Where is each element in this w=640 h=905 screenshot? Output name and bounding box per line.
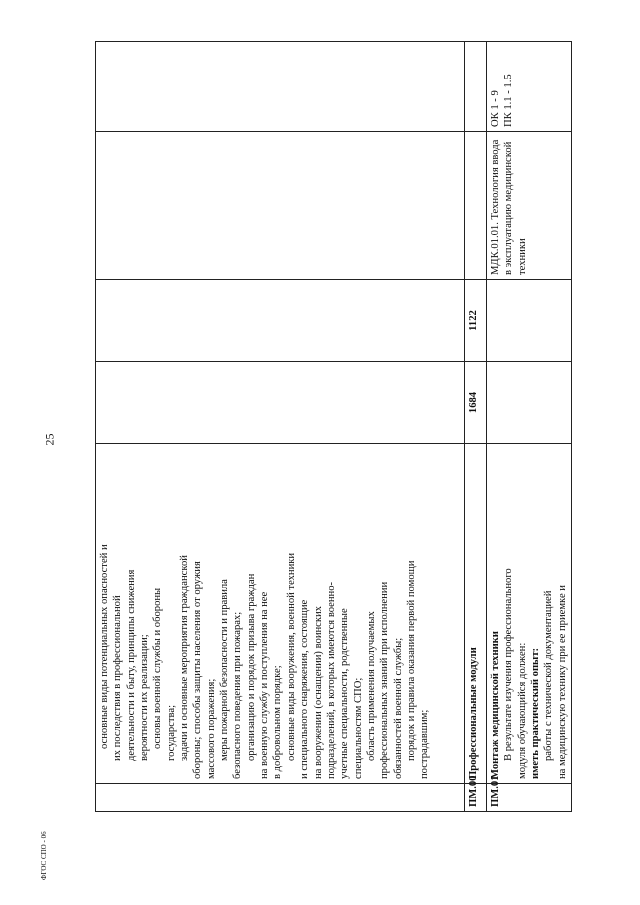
text-line: порядок и правила оказания первой помощи	[405, 560, 417, 761]
text-line: специальностям СПО;	[352, 677, 364, 779]
pm00-required-hours: 1122	[465, 280, 487, 362]
pm00-name: Профессиональные модули	[465, 444, 487, 784]
text-line: основные виды потенциальных опасностей и	[99, 544, 110, 749]
text-line: их последствия в профессиональной	[112, 595, 124, 761]
page-number: 25	[42, 433, 57, 446]
text-line: задачи и основные мероприятия гражданской	[179, 555, 191, 761]
pm01-competencies	[487, 42, 572, 132]
pm01-description	[487, 444, 572, 784]
text-line: массового поражения;	[205, 678, 217, 779]
text-line: на вооружении (оснащении) воинских	[312, 606, 324, 779]
footer-standard-code: ФГОС СПО - 06	[40, 831, 48, 880]
code-cell	[96, 784, 465, 812]
pm01-title: Монтаж медицинской техники	[490, 631, 501, 779]
text-line: обороны; способы защиты населения от оружия	[192, 561, 204, 779]
pm00-max-hours: 1684	[465, 362, 487, 444]
text-line: В результате изучения профессионального	[503, 568, 515, 761]
text-line: подразделений, в которых имеются военно-	[325, 581, 337, 779]
text-line: пострадавшим;	[419, 709, 431, 779]
text-line: модуля обучающийся должен:	[516, 642, 528, 779]
requirements-cell	[96, 444, 465, 784]
table-row-pm01	[487, 42, 572, 812]
pm00-competencies-cell	[465, 42, 487, 132]
text-line: учетные специальности, родственные	[339, 608, 351, 779]
pm01-code: ПМ.01	[487, 784, 572, 812]
pm00-code: ПМ.00	[465, 784, 487, 812]
pm01-max-hours-cell	[487, 362, 572, 444]
pm01-required-hours-cell	[487, 280, 572, 362]
text-line: на военную службу и поступления на нее	[259, 591, 271, 779]
text-line: и специального снаряжения, состоящие	[299, 599, 311, 779]
table-row-pm00	[465, 42, 487, 812]
competency-ok: ОК 1 - 9	[490, 90, 501, 127]
text-line: меры пожарной безопасности и правила	[219, 579, 231, 761]
competencies-cell	[96, 42, 465, 132]
mdk-cell	[96, 132, 465, 280]
text-line: организацию и порядок призыва граждан	[245, 573, 257, 761]
text-line: в добровольном порядке;	[272, 665, 284, 779]
requirements-list	[98, 448, 432, 779]
text-line: деятельности и быту, принципы снижения	[125, 569, 137, 761]
pm00-mdk-cell	[465, 132, 487, 280]
text-line: обязанностей военной службы;	[392, 637, 404, 779]
pm01-mdk: МДК.01.01. Технология ввода в эксплуатацию медицинской техники	[487, 132, 572, 280]
text-line: иметь практический опыт:	[530, 647, 542, 779]
table-row-continuation	[96, 42, 465, 812]
rotated-table-container	[95, 42, 568, 812]
text-line: область применения получаемых	[365, 611, 377, 761]
text-line: работы с технической документацией	[543, 590, 555, 761]
curriculum-table	[95, 41, 572, 812]
max-hours-cell	[96, 362, 465, 444]
text-line: государства;	[165, 704, 177, 761]
text-line: вероятности их реализации;	[139, 634, 151, 761]
text-line: профессиональных знаний при исполнении	[379, 581, 391, 779]
text-line: безопасного поведения при пожарах;	[232, 611, 244, 779]
text-line: основы военной службы и обороны	[152, 587, 164, 749]
pm01-requirements-list	[502, 448, 569, 779]
text-line: основные виды вооружения, военной техники	[285, 552, 297, 761]
text-line: на медицинскую технику при ее приемке и	[556, 585, 568, 779]
required-hours-cell	[96, 280, 465, 362]
competency-pk: ПК 1.1 - 1.5	[503, 74, 515, 127]
